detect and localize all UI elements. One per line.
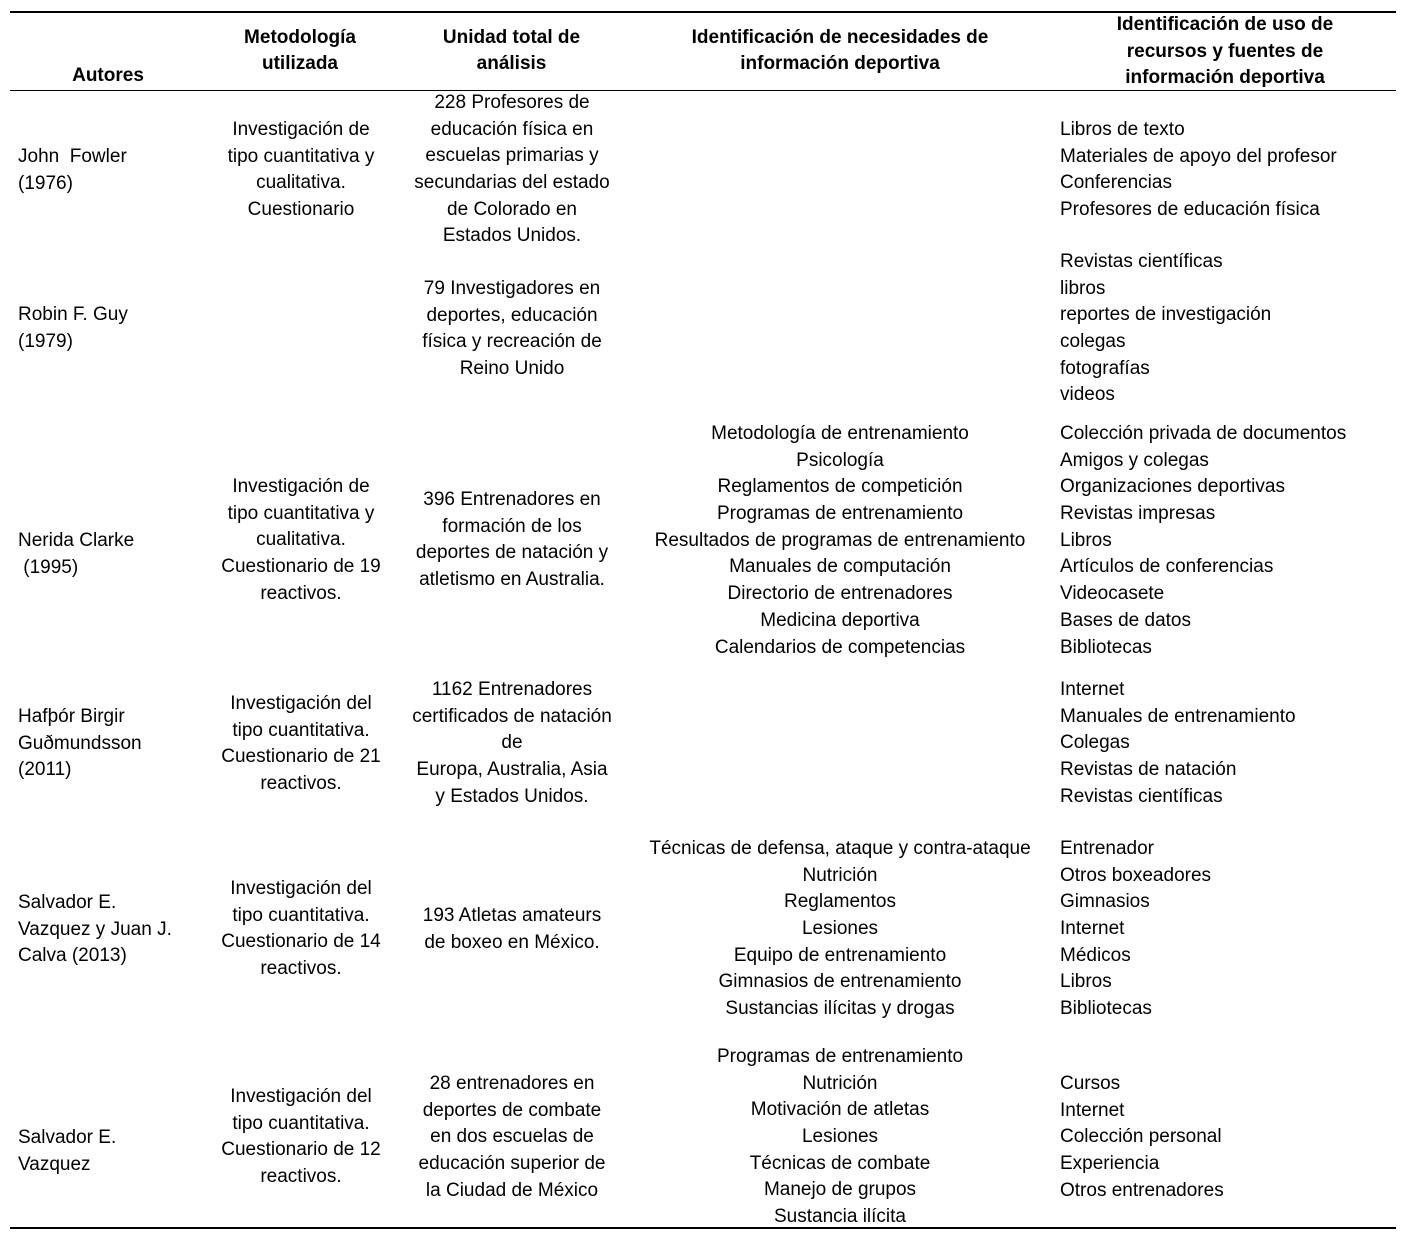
cell-line: 396 Entrenadores en [423, 489, 601, 510]
cell-line: Lesiones [801, 918, 879, 940]
cell-line: Sustancia ilícita [773, 1206, 906, 1228]
cell-line: colegas [1060, 331, 1126, 353]
cell-line: Entrenador [1060, 838, 1155, 859]
cell-line: Medicina deportiva [760, 609, 920, 631]
cell-line: Reglamentos de competición [717, 476, 963, 498]
cell-line: 1162 Entrenadores [431, 679, 593, 700]
cell-line: tipo cuantitativa y [227, 145, 375, 167]
cell-line: escuelas primarias y [425, 145, 599, 167]
cell-line: Organizaciones deportivas [1060, 476, 1285, 498]
cell-line: Investigación del [230, 693, 372, 714]
cell-line: Salvador E. [18, 1127, 117, 1148]
cell-line: educación física en [430, 118, 594, 140]
header-unidad [400, 12, 623, 78]
cell-line: Revistas impresas [1060, 503, 1216, 525]
cell-line: Internet [1060, 918, 1125, 940]
cell-line: 193 Atletas amateurs [422, 905, 602, 926]
cell-line: Libros de texto [1060, 119, 1185, 140]
cell-line: deportes, educación [426, 304, 598, 326]
cell-line: Investigación del [230, 1086, 372, 1107]
cell-line: Técnicas de defensa, ataque y contra-ataque [649, 838, 1031, 859]
row-3-metodologia [200, 691, 402, 798]
row-4-metodologia [200, 876, 402, 983]
cell-line: Robin F. Guy [18, 304, 128, 325]
cell-line: Revistas científicas [1060, 251, 1223, 272]
cell-line: reactivos. [260, 958, 342, 980]
header-necesidades-line: Identificación de necesidades de [691, 26, 989, 48]
row-5-necesidades [630, 1044, 1050, 1231]
row-5-autores [18, 1125, 116, 1178]
cell-line: Reglamentos [784, 891, 896, 913]
cell-line: tipo cuantitativa y [227, 502, 375, 524]
cell-line: y Estados Unidos. [435, 785, 589, 807]
row-2-necesidades [630, 421, 1050, 661]
cell-line: formación de los [442, 515, 582, 537]
cell-line: Investigación de [232, 119, 370, 140]
cell-line: Investigación de [232, 476, 370, 497]
row-3-autores [18, 704, 142, 784]
cell-line: Bases de datos [1060, 609, 1191, 631]
cell-line: Lesiones [801, 1126, 879, 1148]
cell-line: secundarias del estado [414, 172, 610, 194]
row-1-recursos [1060, 249, 1271, 409]
cell-line: Revistas científicas [1060, 785, 1223, 807]
cell-line: educación superior de [418, 1153, 606, 1175]
cell-line: Bibliotecas [1060, 998, 1152, 1020]
cell-line: fotografías [1060, 357, 1150, 379]
cell-line: Nerida Clarke [18, 530, 135, 551]
cell-line: atletismo en Australia. [419, 569, 605, 591]
cell-line: Directorio de entrenadores [727, 583, 953, 605]
row-0-metodologia [200, 117, 402, 224]
cell-line: Cuestionario de 21 [221, 746, 381, 768]
cell-line: reportes de investigación [1060, 304, 1272, 326]
row-1-unidad [400, 276, 624, 383]
cell-line: Cuestionario [247, 199, 355, 221]
cell-line: Salvador E. [18, 892, 117, 913]
cell-line: tipo cuantitativa. [232, 719, 370, 741]
row-5-metodologia [200, 1084, 402, 1191]
cell-line: tipo cuantitativa. [232, 904, 370, 926]
row-4-recursos [1060, 836, 1211, 1023]
row-4-autores [18, 890, 172, 970]
cell-line: Programas de entrenamiento [716, 1046, 964, 1067]
cell-line: Programas de entrenamiento [716, 503, 964, 525]
cell-line: cualitativa. [256, 529, 346, 551]
cell-line: 28 entrenadores en [429, 1073, 595, 1094]
cell-line: Conferencias [1060, 172, 1172, 194]
cell-line: Metodología de entrenamiento [711, 423, 969, 444]
header-unidad-line: análisis [476, 53, 547, 75]
header-recursos [1100, 12, 1350, 92]
row-2-metodologia [200, 474, 402, 607]
row-0-autores [18, 144, 127, 197]
row-0-recursos [1060, 117, 1337, 224]
cell-line: la Ciudad de México [425, 1179, 599, 1201]
cell-line: Cuestionario de 12 [221, 1139, 381, 1161]
cell-line: Cuestionario de 19 [221, 556, 381, 578]
cell-line: Hafþór Birgir [18, 706, 125, 727]
cell-line: Colección privada de documentos [1060, 423, 1347, 444]
cell-line: certificados de natación [412, 705, 612, 727]
cell-line: física y recreación de [422, 331, 602, 353]
row-2-autores [18, 528, 134, 581]
cell-line: Gimnasios de entrenamiento [718, 971, 962, 993]
header-autores-line: Autores [72, 65, 144, 87]
cell-line: (2011) [18, 759, 72, 781]
cell-line: Otros entrenadores [1060, 1179, 1224, 1201]
cell-line: Cursos [1060, 1073, 1121, 1094]
row-1-autores [18, 302, 128, 355]
row-2-unidad [400, 487, 624, 594]
header-metodologia [200, 12, 400, 78]
cell-line: Vazquez y Juan J. [18, 918, 172, 940]
row-2-recursos [1060, 421, 1346, 661]
cell-line: John Fowler [18, 146, 127, 167]
cell-line: (1979) [18, 330, 73, 352]
cell-line: reactivos. [260, 1166, 342, 1188]
cell-line: tipo cuantitativa. [232, 1112, 370, 1134]
header-unidad-line: Unidad total de [442, 26, 581, 48]
cell-line: de boxeo en México. [424, 931, 600, 953]
row-3-recursos [1060, 677, 1296, 810]
cell-line: Sustancias ilícitas y drogas [725, 998, 955, 1020]
cell-line: Reino Unido [459, 358, 565, 380]
header-autores [18, 12, 198, 90]
cell-line: Artículos de conferencias [1060, 556, 1274, 578]
cell-line: Bibliotecas [1060, 636, 1152, 658]
cell-line: Otros boxeadores [1060, 864, 1212, 886]
cell-line: reactivos. [260, 773, 342, 795]
header-metodologia-line: utilizada [261, 53, 338, 75]
cell-line: Nutrición [802, 1072, 878, 1094]
cell-line: videos [1060, 384, 1115, 406]
cell-line: Estados Unidos. [442, 225, 582, 247]
row-3-unidad [400, 677, 624, 810]
cell-line: Revistas de natación [1060, 759, 1237, 781]
cell-line: deportes de natación y [415, 542, 609, 564]
header-recursos-line: recursos y fuentes de [1126, 40, 1324, 62]
cell-line: Colección personal [1060, 1126, 1222, 1148]
cell-line: Manuales de computación [729, 556, 951, 578]
cell-line: Técnicas de combate [749, 1152, 931, 1174]
cell-line: Psicología [796, 449, 884, 471]
cell-line: cualitativa. [256, 172, 346, 194]
row-4-necesidades [630, 836, 1050, 1023]
cell-line: Cuestionario de 14 [221, 931, 381, 953]
cell-line: Libros [1060, 529, 1112, 551]
cell-line: de [501, 732, 523, 754]
row-0-unidad [400, 90, 624, 250]
cell-line: Calendarios de competencias [714, 636, 966, 658]
header-recursos-line: Identificación de uso de [1116, 13, 1334, 35]
header-necesidades [630, 12, 1050, 78]
cell-line: Manuales de entrenamiento [1060, 705, 1296, 727]
cell-line: libros [1060, 277, 1106, 299]
cell-line: deportes de combate [422, 1099, 602, 1121]
cell-line: de Colorado en [447, 198, 577, 220]
cell-line: (1995) [18, 556, 79, 578]
cell-line: Colegas [1060, 732, 1130, 754]
row-5-recursos [1060, 1071, 1224, 1204]
header-recursos-line: información deportiva [1125, 67, 1325, 89]
row-5-unidad [400, 1071, 624, 1204]
cell-line: Materiales de apoyo del profesor [1060, 145, 1337, 167]
cell-line: 79 Investigadores en [423, 278, 601, 299]
cell-line: Libros [1060, 971, 1112, 993]
row-4-unidad [400, 903, 624, 956]
cell-line: Equipo de entrenamiento [733, 944, 947, 966]
cell-line: Internet [1060, 1099, 1125, 1121]
cell-line: Vazquez [18, 1153, 91, 1175]
cell-line: Médicos [1060, 944, 1131, 966]
cell-line: Nutrición [802, 864, 878, 886]
cell-line: en dos escuelas de [430, 1126, 594, 1148]
cell-line: Videocasete [1060, 583, 1165, 605]
cell-line: Europa, Australia, Asia [416, 759, 608, 781]
cell-line: Calva (2013) [18, 945, 127, 967]
cell-line: reactivos. [260, 582, 342, 604]
cell-line: Resultados de programas de entrenamiento [654, 529, 1026, 551]
header-metodologia-line: Metodología [244, 26, 356, 48]
cell-line: Amigos y colegas [1060, 449, 1209, 471]
cell-line: Internet [1060, 679, 1125, 700]
cell-line: (1976) [18, 172, 73, 194]
cell-line: 228 Profesores de [434, 92, 590, 113]
cell-line: Manejo de grupos [763, 1179, 917, 1201]
cell-line: Guðmundsson [18, 732, 142, 754]
cell-line: Investigación del [230, 878, 372, 899]
cell-line: Gimnasios [1060, 891, 1150, 913]
cell-line: Motivación de atletas [750, 1099, 930, 1121]
header-necesidades-line: información deportiva [740, 53, 940, 75]
cell-line: Experiencia [1060, 1153, 1160, 1175]
cell-line: Profesores de educación física [1060, 199, 1320, 221]
